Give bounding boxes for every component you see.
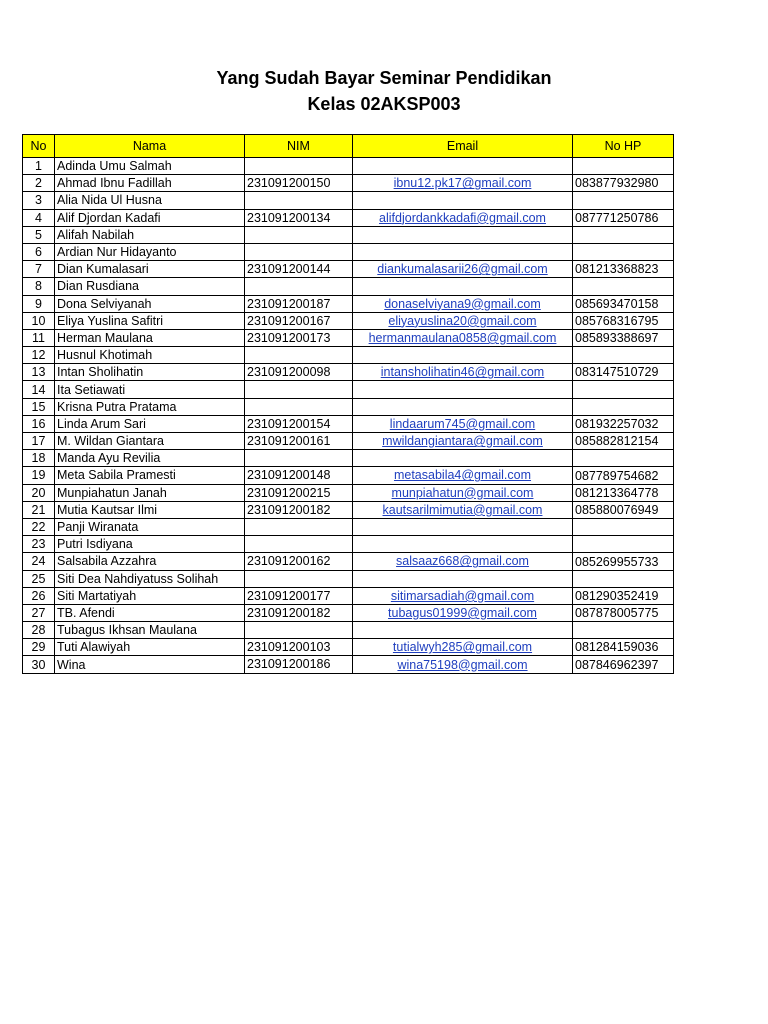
table-row bbox=[23, 604, 674, 621]
cell-no-hp: 085880076949 bbox=[573, 501, 674, 518]
cell-nim bbox=[245, 622, 353, 639]
cell-no: 2 bbox=[23, 175, 55, 192]
cell-no-hp: 087846962397 bbox=[573, 656, 674, 673]
table-row bbox=[23, 364, 674, 381]
cell-nim bbox=[245, 536, 353, 553]
cell-no-hp: 087771250786 bbox=[573, 209, 674, 226]
table-row bbox=[23, 433, 674, 450]
cell-email-link[interactable]: kautsarilmimutia@gmail.com bbox=[353, 501, 573, 518]
cell-nama: Dian Rusdiana bbox=[55, 278, 245, 295]
cell-no: 20 bbox=[23, 484, 55, 501]
cell-nim bbox=[245, 243, 353, 260]
cell-nim: 231091200134 bbox=[245, 209, 353, 226]
cell-email-link bbox=[353, 192, 573, 209]
cell-no: 13 bbox=[23, 364, 55, 381]
cell-nim bbox=[245, 381, 353, 398]
header-row bbox=[23, 135, 674, 158]
cell-no: 15 bbox=[23, 398, 55, 415]
cell-nim: 231091200182 bbox=[245, 501, 353, 518]
table-row bbox=[23, 278, 674, 295]
table-row bbox=[23, 175, 674, 192]
cell-nim: 231091200182 bbox=[245, 604, 353, 621]
cell-nim: 231091200148 bbox=[245, 467, 353, 484]
cell-no-hp: 087789754682 bbox=[573, 467, 674, 484]
table-row bbox=[23, 553, 674, 570]
header-nama: Nama bbox=[55, 135, 245, 158]
cell-nim bbox=[245, 192, 353, 209]
cell-no-hp bbox=[573, 347, 674, 364]
class-subtitle: Kelas 02AKSP003 bbox=[307, 94, 461, 114]
cell-no: 23 bbox=[23, 536, 55, 553]
header-email: Email bbox=[353, 135, 573, 158]
cell-no: 27 bbox=[23, 604, 55, 621]
cell-email-link bbox=[353, 243, 573, 260]
cell-nim bbox=[245, 518, 353, 535]
cell-no-hp: 085768316795 bbox=[573, 312, 674, 329]
table-row bbox=[23, 226, 674, 243]
cell-nim bbox=[245, 226, 353, 243]
cell-email-link[interactable]: tubagus01999@gmail.com bbox=[353, 604, 573, 621]
cell-nim: 231091200144 bbox=[245, 261, 353, 278]
cell-nim: 231091200161 bbox=[245, 433, 353, 450]
cell-nim: 231091200187 bbox=[245, 295, 353, 312]
table-row bbox=[23, 347, 674, 364]
cell-nim bbox=[245, 398, 353, 415]
cell-email-link[interactable]: hermanmaulana0858@gmail.com bbox=[353, 329, 573, 346]
cell-email-link bbox=[353, 450, 573, 467]
cell-email-link[interactable]: diankumalasarii26@gmail.com bbox=[353, 261, 573, 278]
cell-nama: Meta Sabila Pramesti bbox=[55, 467, 245, 484]
cell-nim: 231091200186 bbox=[245, 656, 353, 673]
table-row bbox=[23, 570, 674, 587]
cell-no-hp: 085269955733 bbox=[573, 553, 674, 570]
cell-nim bbox=[245, 347, 353, 364]
header-no-hp: No HP bbox=[573, 135, 674, 158]
cell-nama: Siti Dea Nahdiyatuss Solihah bbox=[55, 570, 245, 587]
cell-nama: Tubagus Ikhsan Maulana bbox=[55, 622, 245, 639]
cell-no: 16 bbox=[23, 415, 55, 432]
table-row bbox=[23, 192, 674, 209]
table-row bbox=[23, 518, 674, 535]
table-row bbox=[23, 381, 674, 398]
cell-nama: Putri Isdiyana bbox=[55, 536, 245, 553]
cell-no-hp: 081284159036 bbox=[573, 639, 674, 656]
cell-no-hp bbox=[573, 243, 674, 260]
cell-email-link bbox=[353, 536, 573, 553]
cell-nama: Intan Sholihatin bbox=[55, 364, 245, 381]
header-nim: NIM bbox=[245, 135, 353, 158]
cell-no: 19 bbox=[23, 467, 55, 484]
table-row bbox=[23, 587, 674, 604]
cell-no: 6 bbox=[23, 243, 55, 260]
cell-nim bbox=[245, 450, 353, 467]
cell-nama: Alifah Nabilah bbox=[55, 226, 245, 243]
cell-no: 22 bbox=[23, 518, 55, 535]
cell-email-link bbox=[353, 347, 573, 364]
header-no: No bbox=[23, 135, 55, 158]
cell-nama: Adinda Umu Salmah bbox=[55, 158, 245, 175]
cell-no-hp bbox=[573, 278, 674, 295]
cell-nama: Ahmad Ibnu Fadillah bbox=[55, 175, 245, 192]
cell-nim: 231091200162 bbox=[245, 553, 353, 570]
cell-nim: 231091200098 bbox=[245, 364, 353, 381]
cell-nim bbox=[245, 570, 353, 587]
cell-no-hp: 081290352419 bbox=[573, 587, 674, 604]
cell-nama: Husnul Khotimah bbox=[55, 347, 245, 364]
cell-no-hp bbox=[573, 158, 674, 175]
cell-nim: 231091200167 bbox=[245, 312, 353, 329]
cell-no-hp: 087878005775 bbox=[573, 604, 674, 621]
cell-nama: Alif Djordan Kadafi bbox=[55, 209, 245, 226]
cell-email-link[interactable]: salsaaz668@gmail.com bbox=[353, 553, 573, 570]
table-body bbox=[23, 158, 674, 674]
cell-nama: M. Wildan Giantara bbox=[55, 433, 245, 450]
cell-email-link bbox=[353, 398, 573, 415]
cell-no-hp bbox=[573, 536, 674, 553]
cell-email-link[interactable]: intansholihatin46@gmail.com bbox=[353, 364, 573, 381]
table-row bbox=[23, 622, 674, 639]
cell-no: 8 bbox=[23, 278, 55, 295]
cell-no-hp bbox=[573, 450, 674, 467]
cell-nama: Dian Kumalasari bbox=[55, 261, 245, 278]
cell-no-hp: 085693470158 bbox=[573, 295, 674, 312]
cell-nama: Wina bbox=[55, 656, 245, 673]
cell-email-link bbox=[353, 381, 573, 398]
table-row bbox=[23, 398, 674, 415]
cell-no: 17 bbox=[23, 433, 55, 450]
cell-email-link bbox=[353, 226, 573, 243]
cell-nim: 231091200177 bbox=[245, 587, 353, 604]
cell-no: 25 bbox=[23, 570, 55, 587]
cell-no-hp: 085882812154 bbox=[573, 433, 674, 450]
table-row bbox=[23, 158, 674, 175]
cell-no: 4 bbox=[23, 209, 55, 226]
cell-no-hp bbox=[573, 622, 674, 639]
table-row bbox=[23, 467, 674, 484]
cell-nim: 231091200173 bbox=[245, 329, 353, 346]
cell-no: 10 bbox=[23, 312, 55, 329]
table-row bbox=[23, 656, 674, 673]
cell-email-link[interactable]: wina75198@gmail.com bbox=[353, 656, 573, 673]
cell-nama: Siti Martatiyah bbox=[55, 587, 245, 604]
cell-email-link[interactable]: alifdjordankkadafi@gmail.com bbox=[353, 209, 573, 226]
cell-no: 14 bbox=[23, 381, 55, 398]
cell-nama: Tuti Alawiyah bbox=[55, 639, 245, 656]
cell-no: 11 bbox=[23, 329, 55, 346]
payment-table bbox=[22, 134, 674, 674]
cell-no: 9 bbox=[23, 295, 55, 312]
cell-no: 3 bbox=[23, 192, 55, 209]
cell-no-hp: 083147510729 bbox=[573, 364, 674, 381]
cell-email-link[interactable]: ibnu12.pk17@gmail.com bbox=[353, 175, 573, 192]
cell-no-hp bbox=[573, 226, 674, 243]
cell-email-link[interactable]: eliyayuslina20@gmail.com bbox=[353, 312, 573, 329]
cell-no-hp: 081932257032 bbox=[573, 415, 674, 432]
cell-nama: Krisna Putra Pratama bbox=[55, 398, 245, 415]
cell-nama: Ita Setiawati bbox=[55, 381, 245, 398]
table-row bbox=[23, 243, 674, 260]
cell-no-hp: 081213364778 bbox=[573, 484, 674, 501]
cell-nama: Ardian Nur Hidayanto bbox=[55, 243, 245, 260]
cell-no-hp bbox=[573, 192, 674, 209]
cell-nama: Salsabila Azzahra bbox=[55, 553, 245, 570]
cell-nama: Herman Maulana bbox=[55, 329, 245, 346]
cell-nama: Munpiahatun Janah bbox=[55, 484, 245, 501]
cell-nim bbox=[245, 158, 353, 175]
cell-no-hp: 083877932980 bbox=[573, 175, 674, 192]
cell-nama: Eliya Yuslina Safitri bbox=[55, 312, 245, 329]
table-row bbox=[23, 484, 674, 501]
table-row bbox=[23, 209, 674, 226]
cell-email-link[interactable]: metasabila4@gmail.com bbox=[353, 467, 573, 484]
cell-email-link bbox=[353, 518, 573, 535]
table-row bbox=[23, 450, 674, 467]
cell-no-hp: 081213368823 bbox=[573, 261, 674, 278]
table-row bbox=[23, 312, 674, 329]
cell-nama: Linda Arum Sari bbox=[55, 415, 245, 432]
cell-nim: 231091200150 bbox=[245, 175, 353, 192]
table-row bbox=[23, 295, 674, 312]
cell-nama: Dona Selviyanah bbox=[55, 295, 245, 312]
cell-nama: TB. Afendi bbox=[55, 604, 245, 621]
cell-no-hp bbox=[573, 518, 674, 535]
cell-email-link[interactable]: lindaarum745@gmail.com bbox=[353, 415, 573, 432]
table-row bbox=[23, 501, 674, 518]
table-row bbox=[23, 261, 674, 278]
cell-nim bbox=[245, 278, 353, 295]
cell-no: 29 bbox=[23, 639, 55, 656]
cell-email-link bbox=[353, 570, 573, 587]
cell-email-link bbox=[353, 158, 573, 175]
cell-no: 30 bbox=[23, 656, 55, 673]
cell-no: 1 bbox=[23, 158, 55, 175]
cell-no-hp: 085893388697 bbox=[573, 329, 674, 346]
cell-nim: 231091200154 bbox=[245, 415, 353, 432]
cell-no: 5 bbox=[23, 226, 55, 243]
cell-email-link[interactable]: sitimarsadiah@gmail.com bbox=[353, 587, 573, 604]
cell-no-hp bbox=[573, 381, 674, 398]
table-row bbox=[23, 415, 674, 432]
cell-no: 18 bbox=[23, 450, 55, 467]
cell-email-link[interactable]: donaselviyana9@gmail.com bbox=[353, 295, 573, 312]
cell-nama: Mutia Kautsar Ilmi bbox=[55, 501, 245, 518]
page-title: Yang Sudah Bayar Seminar Pendidikan bbox=[216, 68, 552, 88]
cell-nama: Panji Wiranata bbox=[55, 518, 245, 535]
cell-nama: Alia Nida Ul Husna bbox=[55, 192, 245, 209]
cell-no: 7 bbox=[23, 261, 55, 278]
table-row bbox=[23, 536, 674, 553]
cell-email-link bbox=[353, 278, 573, 295]
cell-nama: Manda Ayu Revilia bbox=[55, 450, 245, 467]
cell-no: 21 bbox=[23, 501, 55, 518]
cell-no: 12 bbox=[23, 347, 55, 364]
cell-nim: 231091200103 bbox=[245, 639, 353, 656]
cell-no: 26 bbox=[23, 587, 55, 604]
cell-email-link[interactable]: munpiahatun@gmail.com bbox=[353, 484, 573, 501]
table-row bbox=[23, 329, 674, 346]
cell-no: 28 bbox=[23, 622, 55, 639]
cell-nim: 231091200215 bbox=[245, 484, 353, 501]
cell-email-link[interactable]: mwildangiantara@gmail.com bbox=[353, 433, 573, 450]
cell-no-hp bbox=[573, 570, 674, 587]
table-row bbox=[23, 639, 674, 656]
cell-no: 24 bbox=[23, 553, 55, 570]
cell-email-link[interactable]: tutialwyh285@gmail.com bbox=[353, 639, 573, 656]
cell-no-hp bbox=[573, 398, 674, 415]
cell-email-link bbox=[353, 622, 573, 639]
